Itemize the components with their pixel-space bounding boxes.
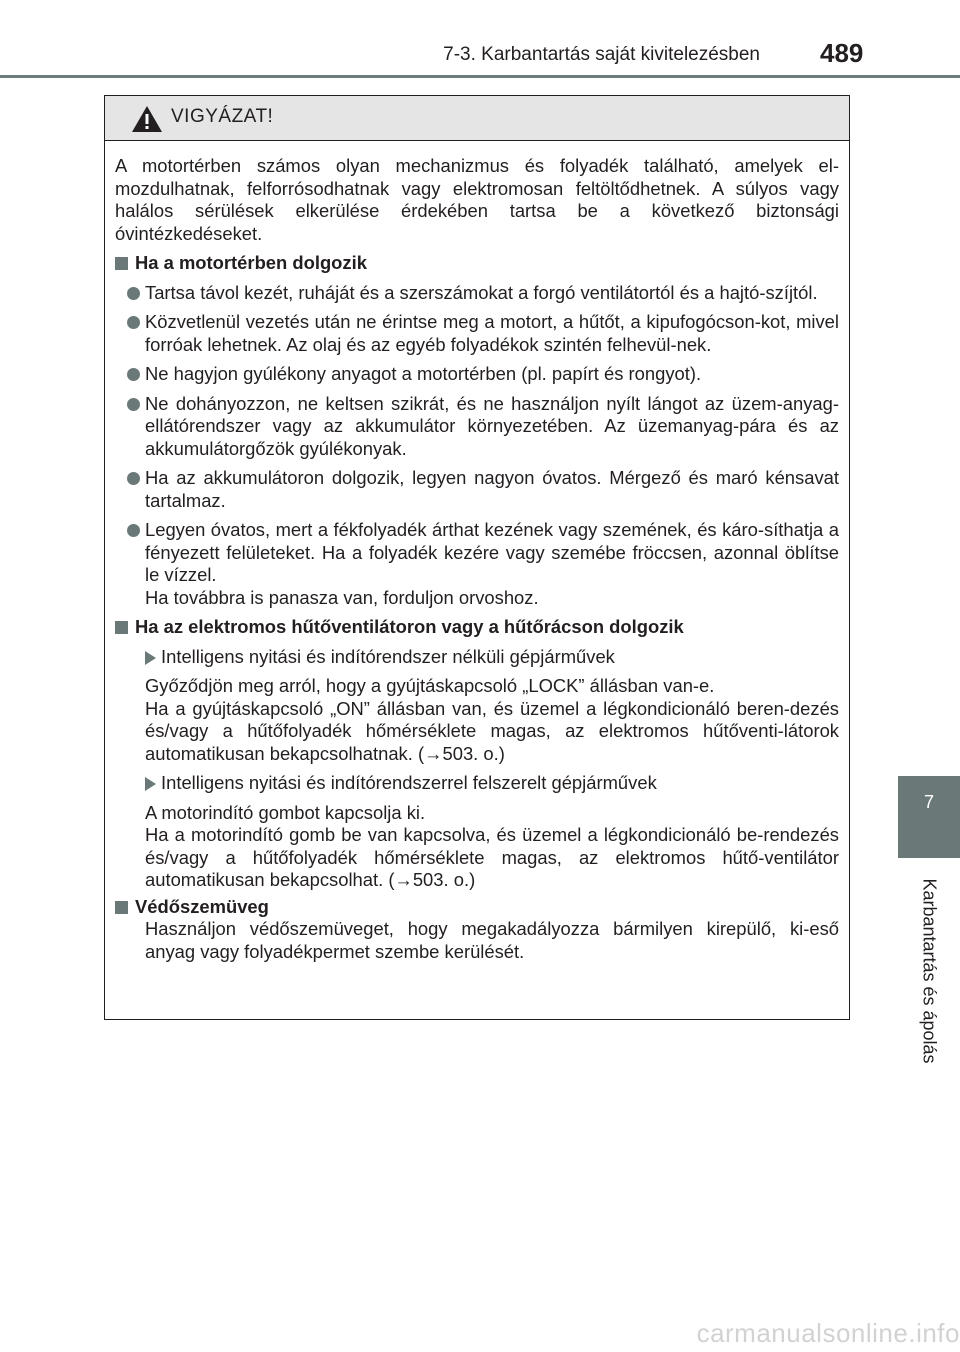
section-heading xyxy=(115,616,839,639)
paragraph-line: Használjon védőszemüveget, hogy megakadályozza bármilyen kirepülő, ki-eső anyag vagy folyadékpermet szembe kerülését. xyxy=(145,918,839,962)
circle-bullet-icon xyxy=(127,472,140,485)
sub-heading xyxy=(115,772,839,795)
section-heading xyxy=(115,896,839,919)
sub-heading xyxy=(115,646,839,669)
list-item-text: Közvetlenül vezetés után ne érintse meg a motort, a hűtőt, a kipufogócson-kot, mivel forróak lehetnek. Az olaj és az egyéb folyadékok szintén felhevül-nek. xyxy=(145,311,839,355)
list-item xyxy=(115,363,839,386)
circle-bullet-icon xyxy=(127,368,140,381)
chapter-number: 7 xyxy=(923,792,934,812)
caution-header xyxy=(105,96,849,141)
list-item xyxy=(115,519,839,609)
list-item-text: Tartsa távol kezét, ruháját és a szerszámokat a forgó ventilátortól és a hajtó-szíjtól. xyxy=(145,281,818,303)
triangle-bullet-icon xyxy=(145,777,156,791)
caution-body xyxy=(105,141,849,963)
list-item xyxy=(115,282,839,305)
section-heading-text: Ha az elektromos hűtőventilátoron vagy a hűtőrácson dolgozik xyxy=(135,616,684,637)
circle-bullet-icon xyxy=(127,316,140,329)
chapter-label-text: Karbantartás és ápolás xyxy=(919,878,940,1064)
sub-heading-text: Intelligens nyitási és indítórendszerrel felszerelt gépjárművek xyxy=(161,772,657,793)
caution-box xyxy=(104,95,850,1020)
chapter-tab[interactable] xyxy=(898,776,960,858)
paragraph-line: Ha a gyújtáskapcsoló „ON” állásban van, és üzemel a légkondicionáló beren-dezés és/vagy a hűtőfolyadék hőmérséklete magas, az elektromos hűtőventi-látorok automatikusan bekapcsolhatnak. (→503. o.) xyxy=(145,697,839,764)
paragraph xyxy=(115,918,839,963)
list-item-text: Ne hagyjon gyúlékony anyagot a motortérben (pl. papírt és rongyot). xyxy=(145,363,702,384)
caution-intro: A motortérben számos olyan mechanizmus és folyadék található, amelyek el-mozdulhatnak, felforrósodhatnak vagy elektromosan feltöltődhetnek. A súlyos vagy halálos sérülések elkerülése érdekében tartsa be a következő biztonsági óvintézkedéseket. xyxy=(115,155,839,244)
list-item-text: Ha továbbra is panasza van, forduljon orvoshoz. xyxy=(145,586,539,608)
circle-bullet-icon xyxy=(127,524,140,537)
paragraph xyxy=(115,802,839,892)
section-heading-text: Védőszemüveg xyxy=(135,895,269,917)
list-item xyxy=(115,393,839,461)
triangle-bullet-icon xyxy=(145,651,156,665)
chapter-label xyxy=(898,866,960,1076)
section-heading xyxy=(115,252,839,275)
square-bullet-icon xyxy=(115,257,128,270)
circle-bullet-icon xyxy=(127,287,140,300)
warning-triangle-icon xyxy=(131,105,163,133)
header-divider xyxy=(0,75,960,78)
circle-bullet-icon xyxy=(127,398,140,411)
list-item-text: Ne dohányozzon, ne keltsen szikrát, és ne használjon nyílt lángot az üzem-anyag-ellátórendszer vagy az akkumulátor környezetében. Az üzemanyag-pára és az akkumulátorgőzök gyúlékonyak. xyxy=(145,392,839,459)
paragraph-line: Győződjön meg arról, hogy a gyújtáskapcsoló „LOCK” állásban van-e. xyxy=(145,675,715,696)
list-item xyxy=(115,467,839,512)
paragraph-line: A motorindító gombot kapcsolja ki. xyxy=(145,801,426,823)
list-item xyxy=(115,311,839,356)
paragraph-line: Ha a motorindító gomb be van kapcsolva, és üzemel a légkondicionáló be-rendezés és/vagy a hűtőfolyadék hőmérséklete magas, az elektromos hűtő-ventilátor automatikusan bekapcsolhat. (→503. o.) xyxy=(145,824,839,890)
caution-title: VIGYÁZAT! xyxy=(171,106,274,127)
list-item-text: Legyen óvatos, mert a fékfolyadék árthat kezének vagy szemének, és káro-síthatja a fényezett felületeket. Ha a folyadék kezére vagy szemébe fröccsen, azonnal öblítse le vízzel. xyxy=(145,519,839,585)
list-item-text: Ha az akkumulátoron dolgozik, legyen nagyon óvatos. Mérgező és maró kénsavat tartalmaz. xyxy=(145,467,839,511)
page-number: 489 xyxy=(820,38,864,68)
square-bullet-icon xyxy=(115,621,128,634)
square-bullet-icon xyxy=(115,901,128,914)
paragraph xyxy=(115,675,839,765)
watermark: carmanualsonline.info xyxy=(696,1318,960,1348)
section-heading-text: Ha a motortérben dolgozik xyxy=(135,252,367,273)
page-header xyxy=(0,0,960,80)
section-title: 7-3. Karbantartás saját kivitelezésben xyxy=(443,44,760,65)
sub-heading-text: Intelligens nyitási és indítórendszer nélküli gépjárművek xyxy=(161,645,615,667)
